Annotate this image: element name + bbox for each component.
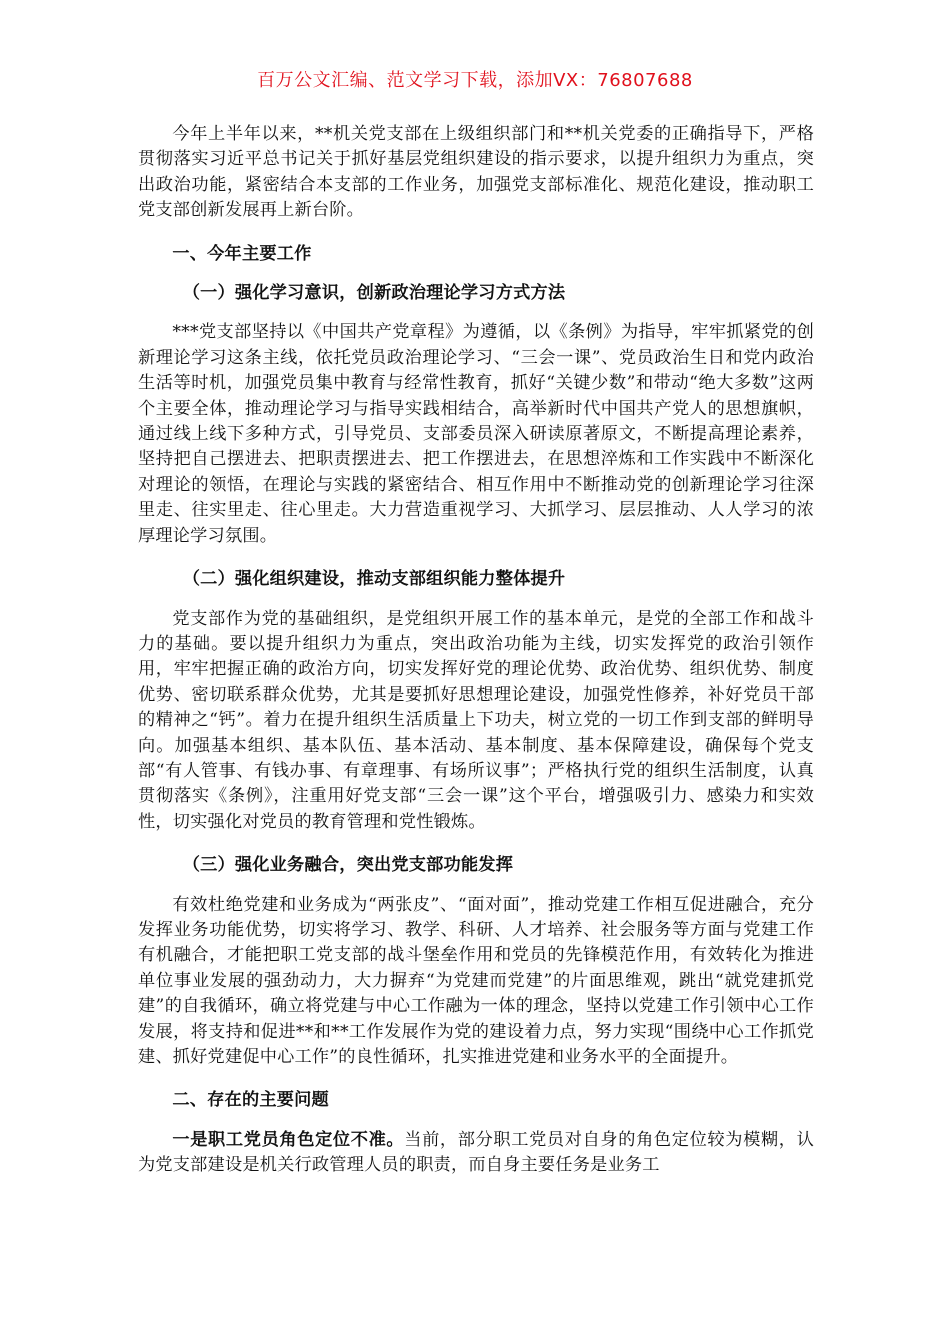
paragraph-1-3: 有效杜绝党建和业务成为“两张皮”、“面对面”，推动党建工作相互促进融合，充分发挥业务功能优势，切实将学习、教学、科研、人才培养、社会服务等方面与党建工作有机融合，才能把职工党支部的战斗堡垒作用和党员的先锋模范作用，有效转化为推进单位事业发展的强劲动力，大力摒弃“为党建而党建”的片面思维观，跳出“就党建抓党建”的自我循环，确立将党建与中心工作融为一体的理念，坚持以党建工作引领中心工作发展，将支持和促进**和**工作发展作为党的建设着力点，努力实现“围绕中心工作抓党建、抓好党建促中心工作”的良性循环，扎实推进党建和业务水平的全面提升。 — [138, 894, 814, 1067]
point-lead: 一是职工党员角色定位不准。 — [172, 1129, 405, 1150]
subheading-1-3: （三）强化业务融合，突出党支部功能发挥 — [182, 855, 514, 876]
subheading-1-2: （二）强化组织建设，推动支部组织能力整体提升 — [182, 569, 566, 590]
section-heading-2: 二、存在的主要问题 — [172, 1090, 329, 1111]
point-body: 当前，部分职工党员对自身的角色定位较为模糊，认为党支部建设是机关行政管理人员的职责，而自身主要任务是业务工 — [138, 1129, 814, 1176]
section-heading-1: 一、今年主要工作 — [172, 243, 312, 264]
paragraph-2-1 — [138, 1128, 814, 1179]
intro-paragraph: 今年上半年以来，**机关党支部在上级组织部门和**机关党委的正确指导下，严格贯彻落实习近平总书记关于抓好基层党组织建设的指示要求，以提升组织力为重点，突出政治功能，紧密结合本支部的工作业务，加强党支部标准化、规范化建设，推动职工党支部创新发展再上新台阶。 — [138, 124, 814, 221]
paragraph-1-2: 党支部作为党的基础组织，是党组织开展工作的基本单元，是党的全部工作和战斗力的基础。要以提升组织力为重点，突出政治功能为主线，切实发挥党的政治引领作用，牢牢把握正确的政治方向，切实发挥好党的理论优势、政治优势、组织优势、制度优势、密切联系群众优势，尤其是要抓好思想理论建设，加强党性修养，补好党员干部的精神之“钙”。着力在提升组织生活质量上下功夫，树立党的一切工作到支部的鲜明导向。加强基本组织、基本队伍、基本活动、基本制度、基本保障建设，确保每个党支部“有人管事、有钱办事、有章理事、有场所议事”；严格执行党的组织生活制度，认真贯彻落实《条例》，注重用好党支部“三会一课”这个平台，增强吸引力、感染力和实效性，切实强化对党员的教育管理和党性锻炼。 — [138, 608, 814, 832]
download-banner: 百万公文汇编、范文学习下载，添加VX：76807688 — [257, 70, 693, 91]
document-body — [138, 122, 814, 1197]
subheading-1-1: （一）强化学习意识，创新政治理论学习方式方法 — [182, 283, 566, 304]
paragraph-1-1: ***党支部坚持以《中国共产党章程》为遵循，以《条例》为指导，牢牢抓紧党的创新理论学习这条主线，依托党员政治理论学习、“三会一课”、党员政治生日和党内政治生活等时机，加强党员集中教育与经常性教育，抓好“关键少数”和带动“绝大多数”这两个主要全体，推动理论学习与指导实践相结合，高举新时代中国共产党人的思想旗帜，通过线上线下多种方式，引导党员、支部委员深入研读原著原文，不断提高理论素养，坚持把自己摆进去、把职责摆进去、把工作摆进去，在思想淬炼和工作实践中不断深化对理论的领悟，在理论与实践的紧密结合、相互作用中不断推动党的创新理论学习往深里走、往实里走、往心里走。大力营造重视学习、大抓学习、层层推动、人人学习的浓厚理论学习氛围。 — [138, 322, 814, 546]
